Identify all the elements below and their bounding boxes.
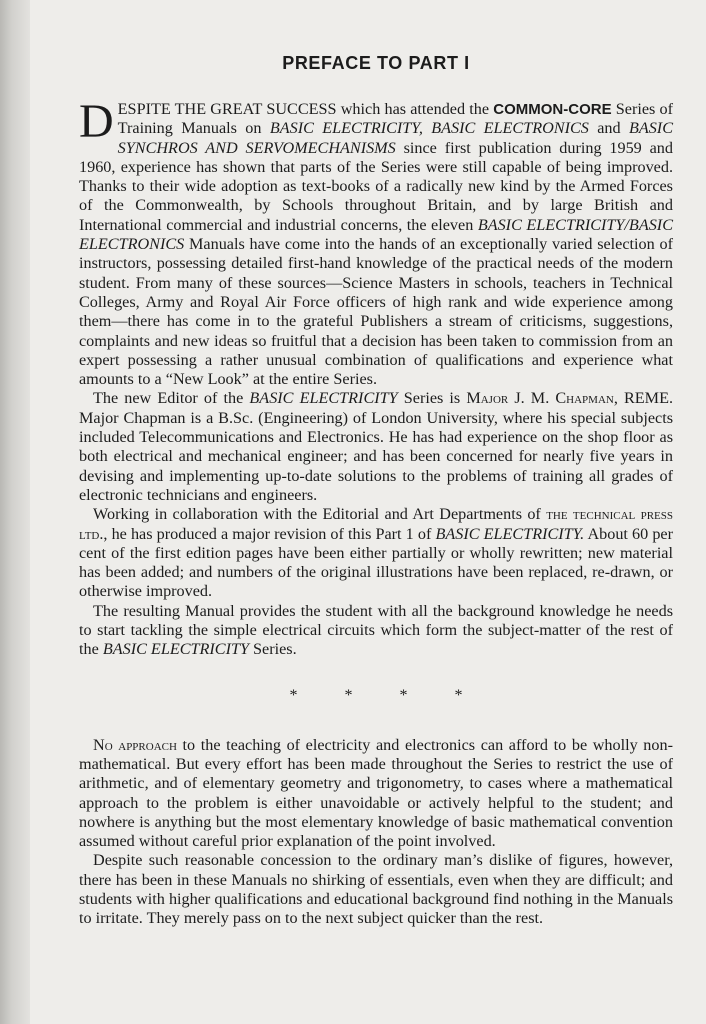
drop-cap: D bbox=[79, 95, 114, 148]
series-title: BASIC ELECTRICITY bbox=[249, 389, 398, 408]
editor-name: Major J. M. Chapman bbox=[466, 389, 614, 408]
paragraph-3 bbox=[79, 505, 673, 601]
paragraph-1 bbox=[79, 95, 674, 389]
text-run: and bbox=[588, 119, 629, 138]
paragraph-5 bbox=[79, 736, 673, 852]
text-run: since first publication during 1959 and 1960, experience has shown that parts of the Series were still capable of being improved. Thanks to their wide adoption as text-books of a radically new kind by the Armed Forces of the Commonwealth, by Schools throughout Britain, and by large British and International commercial and industrial concerns, the eleven bbox=[79, 138, 673, 234]
common-core-name: COMMON-CORE bbox=[493, 101, 612, 118]
lead-small-caps: ESPITE THE GREAT SUCCESS bbox=[117, 100, 337, 118]
series-title: BASIC ELECTRICITY. bbox=[435, 524, 585, 543]
separator-star: * bbox=[454, 686, 463, 704]
lead-small-caps: No approach bbox=[93, 735, 177, 754]
text-run: The new Editor of the bbox=[93, 389, 250, 408]
separator-star: * bbox=[289, 686, 298, 704]
paragraph-2 bbox=[79, 389, 673, 505]
series-title: BASIC ELECTRICITY/BASIC ELECTRONICS bbox=[79, 215, 673, 254]
text-run: Working in collaboration with the Editorial and Art Departments of bbox=[93, 505, 547, 524]
page-title: PREFACE TO PART I bbox=[282, 53, 470, 73]
text-run: The resulting Manual provides the student with all the background knowledge he needs to start tackling the simple electrical circuits which form the subject-matter of the rest of the bbox=[79, 601, 673, 659]
text-run: Manuals have come into the hands of an exceptionally varied selection of instructors, possessing detailed first-hand knowledge of the practical needs of the modern student. From many of these sources—Science Masters in schools, teachers in Technical Colleges, Army and Royal Air Force officers of high rank and wide experience among them—there has come in to the grateful Publishers a stream of criticisms, suggestions, complaints and new ideas so fruitful that a decision has been taken to commission from an expert possessing a rather unusual combination of qualifications and experience what amounts to a “New Look” at the entire Series. bbox=[79, 235, 673, 389]
paragraph-6 bbox=[79, 851, 673, 928]
text-run: , he has produced a major revision of this Part 1 of bbox=[103, 524, 436, 543]
publisher-name: the technical press ltd. bbox=[79, 505, 674, 543]
page-content bbox=[79, 52, 673, 929]
series-title: BASIC ELECTRICITY bbox=[102, 640, 249, 659]
text-run: , REME. Major Chapman is a B.Sc. (Engineering) of London University, where his special subjects included Telecommunications and Electronics. He has had experience on the shop floor as both electrical and mechanical engineer; and has been concerned for nearly five years in devising and implementing up-to-date solutions to the problems of training all grades of electronic technicians and engineers. bbox=[79, 389, 674, 504]
book-page bbox=[30, 0, 706, 1024]
series-title: BASIC SYNCHROS AND SERVOMECHANISMS bbox=[117, 119, 673, 157]
text-run: Series of Training Manuals on bbox=[117, 100, 674, 138]
text-run: to the teaching of electricity and electronics can afford to be wholly non-mathematical. But every effort has been made throughout the Series to restrict the use of arithmetic, and of elementary geometry and trigonometry, to cases where a mathematical approach to the problem is either unavoidable or actively helpful to the student; and nowhere is anything but the most elementary knowledge of basic mathematical convention assumed without careful prior explanation of the point involved. bbox=[79, 735, 673, 851]
separator-star: * bbox=[399, 686, 408, 704]
text-run: which has attended the bbox=[336, 100, 494, 118]
section-separator bbox=[79, 686, 673, 706]
text-run: Series is bbox=[397, 389, 467, 408]
text-run: Despite such reasonable concession to the ordinary man’s dislike of figures, however, there has been in these Manuals no shirking of essentials, even when they are difficult; and students with higher qualifications and educational background find nothing in the Manuals to irritate. They merely pass on to the next subject quicker than the rest. bbox=[79, 851, 673, 928]
text-run: About 60 per cent of the first edition pages have been either partially or wholly rewritten; new material has been added; and numbers of the original illustrations have been replaced, re-drawn, or otherwise improved. bbox=[79, 524, 673, 601]
text-run: Series. bbox=[248, 640, 297, 659]
book-gutter-shadow bbox=[0, 0, 30, 1024]
series-title: BASIC ELECTRICITY, BASIC ELECTRONICS bbox=[269, 119, 589, 138]
separator-star: * bbox=[344, 686, 353, 704]
paragraph-4 bbox=[79, 602, 673, 660]
